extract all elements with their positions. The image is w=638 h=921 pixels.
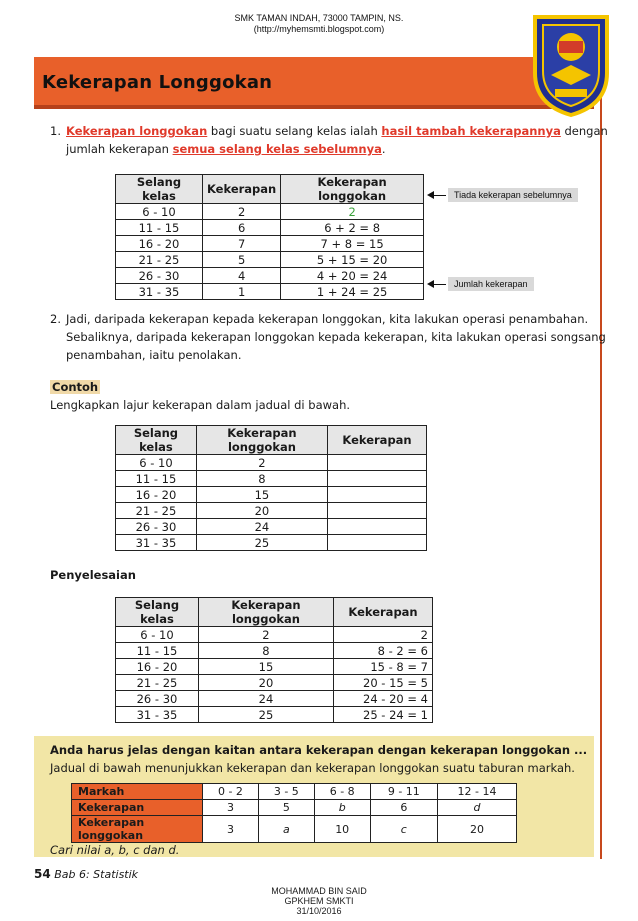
cell: 8 <box>196 471 327 487</box>
cell: c <box>370 816 437 843</box>
cell: 20 <box>196 503 327 519</box>
table-row <box>116 691 433 707</box>
item-2 <box>50 310 606 364</box>
example-table <box>115 425 427 551</box>
cell: 0 - 2 <box>203 784 259 800</box>
cell: 20 - 15 = 5 <box>334 675 433 691</box>
cell: 4 + 20 = 24 <box>281 268 424 284</box>
callout-no-previous: Tiada kekerapan sebelumnya <box>448 188 578 202</box>
item-2-number: 2. <box>50 312 61 326</box>
signature-name: MOHAMMAD BIN SAID <box>271 886 367 896</box>
cell: 6 - 10 <box>116 455 197 471</box>
cell: 9 - 11 <box>370 784 437 800</box>
note-question: Cari nilai a, b, c dan d. <box>50 843 180 857</box>
cell: 11 - 15 <box>116 643 199 659</box>
cell: 11 - 15 <box>116 220 203 236</box>
column-header: Kekerapan <box>334 598 433 627</box>
school-crest-icon <box>529 13 613 118</box>
cell <box>328 487 427 503</box>
item-2-line3: penambahan, iaitu penolakan. <box>66 348 242 362</box>
cell: 2 <box>196 455 327 471</box>
table-row <box>116 519 427 535</box>
table-row <box>116 455 427 471</box>
cell: 6 - 8 <box>314 784 370 800</box>
cell: a <box>258 816 314 843</box>
item-1-tail: dengan <box>560 124 608 138</box>
cell: 5 <box>202 252 280 268</box>
cell: 26 - 30 <box>116 268 203 284</box>
column-header: Kekerapan longgokan <box>198 598 333 627</box>
note-heading: Anda harus jelas dengan kaitan antara kekerapan dengan kekerapan longgokan ... <box>50 743 588 757</box>
note-text: Jadual di bawah menunjukkan kekerapan dan kekerapan longgokan suatu taburan markah. <box>50 761 575 775</box>
cell: 2 <box>198 627 333 643</box>
table-row <box>116 707 433 723</box>
cell: 15 <box>196 487 327 503</box>
row-label: Markah <box>72 784 203 800</box>
cell: 6 + 2 = 8 <box>281 220 424 236</box>
cell: 3 - 5 <box>258 784 314 800</box>
cell <box>328 455 427 471</box>
cell: b <box>314 800 370 816</box>
cell: 20 <box>198 675 333 691</box>
cell: 12 - 14 <box>438 784 517 800</box>
item-1-number: 1. <box>50 124 61 138</box>
table-row <box>116 535 427 551</box>
table-row <box>116 204 424 220</box>
row-label: Kekerapan longgokan <box>72 816 203 843</box>
cell: 3 <box>203 816 259 843</box>
cell: 15 <box>198 659 333 675</box>
cell: 7 + 8 = 15 <box>281 236 424 252</box>
chapter-title: Bab 6: Statistik <box>54 868 139 881</box>
cell: 25 <box>198 707 333 723</box>
cell: 20 <box>438 816 517 843</box>
column-header: Kekerapan <box>202 175 280 204</box>
cell <box>328 519 427 535</box>
cell: 6 - 10 <box>116 627 199 643</box>
column-header: Kekerapan <box>328 426 427 455</box>
item-1-line2: jumlah kekerapan <box>66 142 173 156</box>
table-row <box>72 784 517 800</box>
cell: 24 <box>198 691 333 707</box>
callout-total-frequency: Jumlah kekerapan <box>448 277 534 291</box>
signature-org: GPKHEM SMKTI <box>284 896 354 906</box>
cell: 5 + 15 = 20 <box>281 252 424 268</box>
cell: 31 - 35 <box>116 535 197 551</box>
cell: 4 <box>202 268 280 284</box>
term-kekerapan-longgokan: Kekerapan longgokan <box>66 124 208 138</box>
example-label: Contoh <box>52 380 99 394</box>
table-row <box>116 268 424 284</box>
column-header: Kekerapan longgokan <box>281 175 424 204</box>
cell: 16 - 20 <box>116 236 203 252</box>
cell: 25 <box>196 535 327 551</box>
table-row <box>116 675 433 691</box>
cell: 2 <box>202 204 280 220</box>
cell: 2 <box>334 627 433 643</box>
cell: 31 - 35 <box>116 707 199 723</box>
page-footer <box>34 867 138 881</box>
cell: 25 - 24 = 1 <box>334 707 433 723</box>
cumulative-frequency-table <box>115 174 424 300</box>
cell: 10 <box>314 816 370 843</box>
table-row <box>116 487 427 503</box>
cell: 6 <box>202 220 280 236</box>
cell: 3 <box>203 800 259 816</box>
callout-line <box>432 284 446 285</box>
item-2-line2: Sebaliknya, daripada kekerapan longgokan kepada kekerapan, kita lakukan operasi songsang <box>66 330 606 344</box>
cell: 11 - 15 <box>116 471 197 487</box>
callout-line <box>432 195 446 196</box>
marks-table <box>71 783 517 843</box>
table-row <box>116 627 433 643</box>
phrase-semua-selang: semua selang kelas sebelumnya <box>172 142 382 156</box>
table-row <box>116 252 424 268</box>
column-header: Kekerapan longgokan <box>196 426 327 455</box>
cell: 6 - 10 <box>116 204 203 220</box>
cell: 1 + 24 = 25 <box>281 284 424 300</box>
cell <box>328 535 427 551</box>
item-1 <box>50 122 608 158</box>
cell: d <box>438 800 517 816</box>
cell: 24 - 20 = 4 <box>334 691 433 707</box>
cell: 15 - 8 = 7 <box>334 659 433 675</box>
cell: 21 - 25 <box>116 503 197 519</box>
cell: 7 <box>202 236 280 252</box>
cell: 6 <box>370 800 437 816</box>
cell: 5 <box>258 800 314 816</box>
cell: 1 <box>202 284 280 300</box>
solution-table <box>115 597 433 723</box>
cell: 8 <box>198 643 333 659</box>
phrase-hasil-tambah: hasil tambah kekerapannya <box>381 124 561 138</box>
table-row <box>116 643 433 659</box>
cell: 24 <box>196 519 327 535</box>
cell: 8 - 2 = 6 <box>334 643 433 659</box>
cell: 31 - 35 <box>116 284 203 300</box>
column-header: Selang kelas <box>116 598 199 627</box>
cell <box>328 503 427 519</box>
cell: 26 - 30 <box>116 519 197 535</box>
item-1-mid: bagi suatu selang kelas ialah <box>207 124 382 138</box>
example-instruction: Lengkapkan lajur kekerapan dalam jadual di bawah. <box>50 398 351 412</box>
table-row <box>116 236 424 252</box>
column-header: Selang kelas <box>116 426 197 455</box>
cell: 26 - 30 <box>116 691 199 707</box>
cell: 16 - 20 <box>116 487 197 503</box>
cell: 16 - 20 <box>116 659 199 675</box>
item-1-end: . <box>381 142 386 156</box>
solution-label: Penyelesaian <box>50 568 136 582</box>
page-title: Kekerapan Longgokan <box>42 72 273 93</box>
table-row <box>116 284 424 300</box>
row-label: Kekerapan <box>72 800 203 816</box>
page-number: 54 <box>34 867 51 881</box>
item-2-line1: Jadi, daripada kekerapan kepada kekerapan longgokan, kita lakukan operasi penambahan. <box>66 312 589 326</box>
cell: 21 - 25 <box>116 252 203 268</box>
table-row <box>116 471 427 487</box>
header-school: SMK TAMAN INDAH, 73000 TAMPIN, NS. <box>234 13 404 23</box>
table-row <box>116 220 424 236</box>
header-url: (http://myhemsmti.blogspot.com) <box>253 24 385 34</box>
signature <box>0 886 638 916</box>
table-row <box>72 800 517 816</box>
cell: 21 - 25 <box>116 675 199 691</box>
signature-date: 31/10/2016 <box>296 906 342 916</box>
table-row <box>116 503 427 519</box>
table-row <box>72 816 517 843</box>
title-bar <box>34 57 594 109</box>
table-row <box>116 659 433 675</box>
column-header: Selang kelas <box>116 175 203 204</box>
cell <box>328 471 427 487</box>
cell: 2 <box>281 204 424 220</box>
